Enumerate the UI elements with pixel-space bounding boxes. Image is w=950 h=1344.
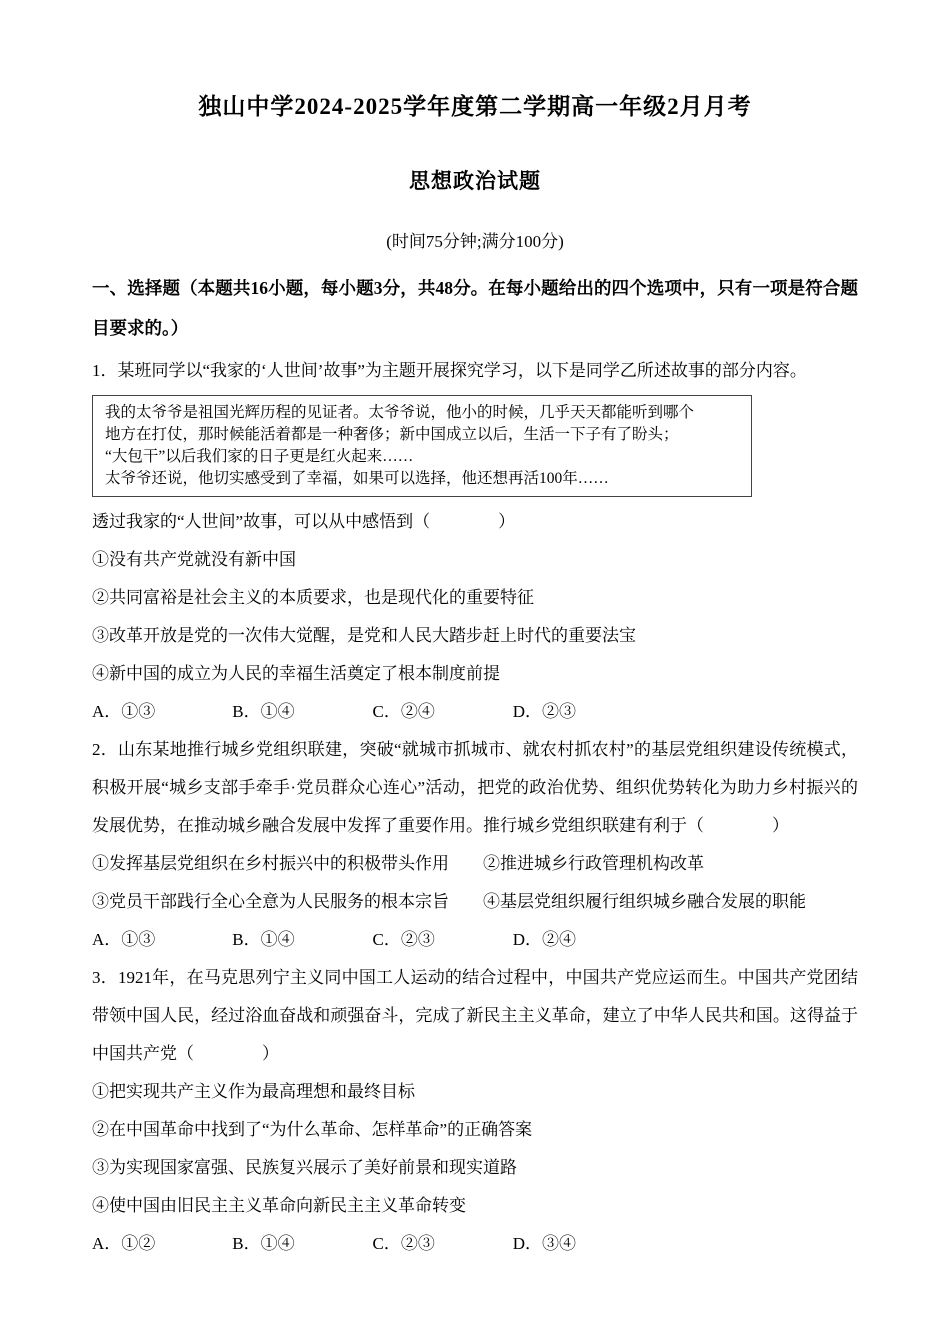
question-1 [92,352,858,731]
question-1-answer-choices [92,693,858,731]
question-3-answer-choices [92,1225,858,1263]
question-1-choice-d: D．②③ [512,702,577,721]
question-2-options-line-2: ③党员干部践行全心全意为人民服务的根本宗旨 ④基层党组织履行组织城乡融合发展的职能 [92,892,806,911]
question-3-option-2: ②在中国革命中找到了“为什么革命、怎样革命”的正确答案 [92,1120,533,1139]
question-2-choice-a: A．①③ [92,930,156,949]
question-1-option-2: ②共同富裕是社会主义的本质要求，也是现代化的重要特征 [92,588,534,607]
question-3 [92,959,858,1263]
question-1-stem: 1．某班同学以“我家的‘人世间’故事”为主题开展探究学习，以下是同学乙所述故事的部分内容。 [92,361,807,380]
question-3-option-4: ④使中国由旧民主主义革命向新民主主义革命转变 [92,1196,466,1215]
question-2-choice-b: B．①④ [232,930,295,949]
question-3-option-1: ①把实现共产主义作为最高理想和最终目标 [92,1082,415,1101]
question-2-stem: 2．山东某地推行城乡党组织联建，突破“就城市抓城市、就农村抓农村”的基层党组织建设传统模式，积极开展“城乡支部手牵手·党员群众心连心”活动，把党的政治优势、组织优势转化为助力乡村振兴的发展优势，在推动城乡融合发展中发挥了重要作用。推行城乡党组织联建有利于（ ） [92,740,858,835]
question-3-choice-c: C．②③ [372,1234,435,1253]
question-3-stem: 3．1921年，在马克思列宁主义同中国工人运动的结合过程中，中国共产党应运而生。中国共产党团结带领中国人民，经过浴血奋战和顽强奋斗，完成了新民主主义革命，建立了中华人民共和国。这得益于中国共产党（ ） [92,968,858,1063]
question-1-option-1: ①没有共产党就没有新中国 [92,550,296,569]
question-1-story-box [92,395,752,497]
question-3-choice-a: A．①② [92,1234,156,1253]
question-3-option-3: ③为实现国家富强、民族复兴展示了美好前景和现实道路 [92,1158,517,1177]
story-line-4: 太爷爷还说，他切实感受到了幸福，如果可以选择，他还想再活100年…… [105,470,609,487]
question-1-option-3: ③改革开放是党的一次伟大觉醒，是党和人民大踏步赶上时代的重要法宝 [92,626,636,645]
question-2 [92,731,858,959]
story-line-1: 我的太爷爷是祖国光辉历程的见证者。太爷爷说，他小的时候，几乎天天都能听到哪个 [105,404,695,421]
exam-time-score-info: (时间75分钟;满分100分) [386,232,564,251]
question-1-lead: 透过我家的“人世间”故事，可以从中感悟到（ ） [92,512,516,531]
question-3-choice-d: D．③④ [512,1234,577,1253]
question-2-choice-d: D．②④ [512,930,577,949]
question-1-choice-c: C．②④ [372,702,435,721]
question-2-answer-choices [92,921,858,959]
question-1-choice-b: B．①④ [232,702,295,721]
story-line-3: “大包干”以后我们家的日子更是红火起来…… [105,448,414,465]
question-2-options-line-1: ①发挥基层党组织在乡村振兴中的积极带头作用 ②推进城乡行政管理机构改革 [92,854,704,873]
exam-subject-title: 思想政治试题 [409,169,541,193]
section-1-header: 一、选择题（本题共16小题，每小题3分，共48分。在每小题给出的四个选项中，只有一项是符合题目要求的。） [92,278,858,338]
question-2-choice-c: C．②③ [372,930,435,949]
exam-title: 独山中学2024-2025学年度第二学期高一年级2月月考 [198,94,752,119]
question-1-choice-a: A．①③ [92,702,156,721]
story-line-2: 地方在打仗，那时候能活着都是一种奢侈；新中国成立以后，生活一下子有了盼头； [105,426,679,443]
question-1-option-4: ④新中国的成立为人民的幸福生活奠定了根本制度前提 [92,664,500,683]
question-3-choice-b: B．①④ [232,1234,295,1253]
